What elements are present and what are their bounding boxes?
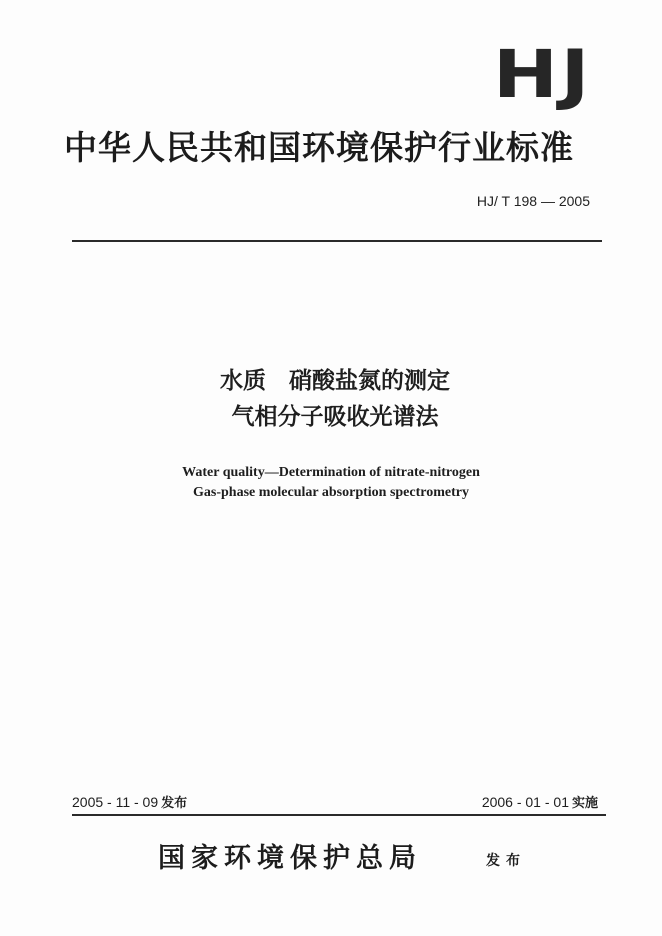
english-title-line-2: Gas-phase molecular absorption spectrometry — [193, 485, 469, 500]
issue-date-label: 发布 — [161, 796, 188, 811]
standard-code: HJ/ T 198 — 2005 — [476, 193, 590, 209]
publisher-name: 国家环境保护总局 — [158, 843, 422, 874]
implementation-date-value: 2006 - 01 - 01 — [481, 794, 569, 810]
chinese-title-line-1: 水质 硝酸盐氮的测定 — [220, 368, 450, 394]
hj-logo: HJ — [493, 36, 592, 113]
implementation-date — [482, 794, 598, 812]
header-divider — [72, 240, 602, 242]
implementation-date-label: 实施 — [571, 796, 598, 811]
organization-title: 中华人民共和国环境保护行业标准 — [64, 128, 574, 167]
publish-action-label: 发布 — [486, 853, 526, 869]
footer-divider — [72, 814, 606, 816]
issue-date-value: 2005 - 11 - 09 — [72, 794, 159, 810]
issue-date — [72, 794, 187, 812]
chinese-title-line-2: 气相分子吸收光谱法 — [231, 404, 439, 430]
english-title-line-1: Water quality—Determination of nitrate-nitrogen — [182, 465, 480, 480]
